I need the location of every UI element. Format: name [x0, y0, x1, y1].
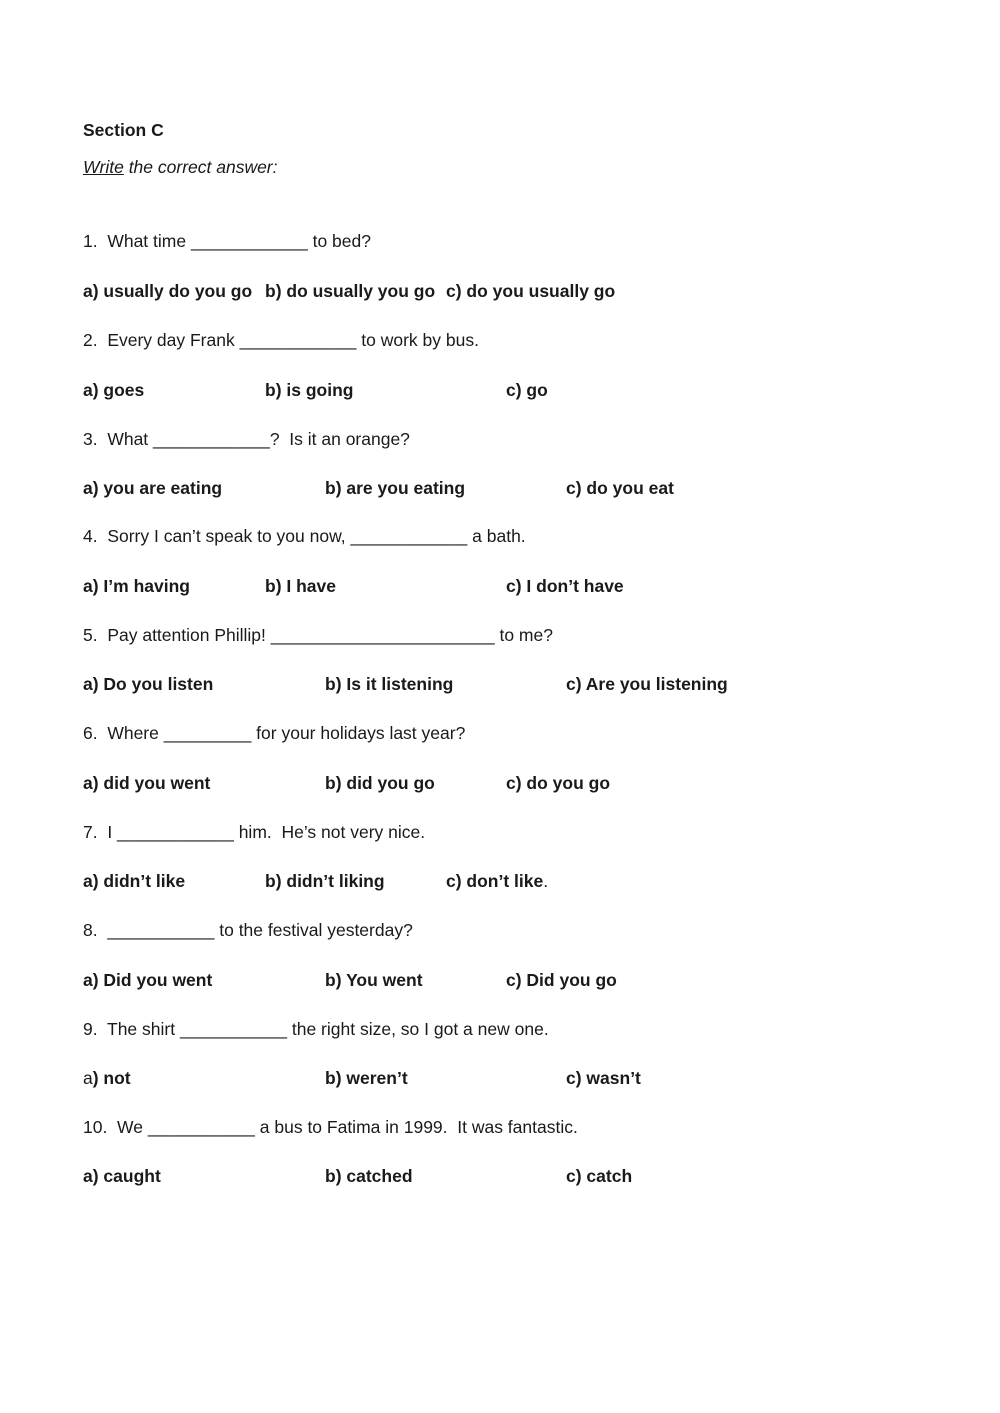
instruction-rest: the correct answer:: [123, 157, 278, 177]
option-6c: c) do you go: [506, 773, 611, 793]
answers-8: [83, 969, 933, 991]
answers-7: [83, 870, 933, 892]
option-8b: b) You went: [325, 970, 423, 990]
option-10b: b) catched: [325, 1166, 413, 1186]
option-1a: a) usually do you go: [83, 281, 253, 301]
section-title: Section C: [83, 120, 164, 140]
option-7c: [446, 870, 548, 892]
answers-6: [83, 772, 933, 794]
answers-5: [83, 673, 933, 695]
option-1c: c) do you usually go: [446, 281, 616, 301]
option-2c: c) go: [506, 380, 548, 400]
question-10: 10. We ___________ a bus to Fatima in 1999. It was fantastic.: [83, 1117, 578, 1137]
option-5b: b) Is it listening: [325, 674, 454, 694]
question-5: 5. Pay attention Phillip! _______________________ to me?: [83, 625, 553, 645]
option-5a: a) Do you listen: [83, 674, 214, 694]
option-2a: a) goes: [83, 380, 145, 400]
option-3b: b) are you eating: [325, 478, 466, 498]
answers-9: [83, 1067, 933, 1089]
question-9: 9. The shirt ___________ the right size, so I got a new one.: [83, 1019, 549, 1039]
option-9b: b) weren’t: [325, 1068, 408, 1088]
answers-3: [83, 477, 933, 499]
option-4b: b) I have: [265, 576, 336, 596]
question-2: 2. Every day Frank ____________ to work by bus.: [83, 330, 479, 350]
option-8c: c) Did you go: [506, 970, 617, 990]
answers-1: [83, 280, 933, 302]
option-9a-letter: a: [83, 1068, 93, 1088]
answers-4: [83, 575, 933, 597]
option-9a: [83, 1067, 131, 1089]
option-3c: c) do you eat: [566, 478, 674, 498]
instruction: [83, 157, 278, 178]
option-9a-text: ) not: [92, 1068, 131, 1088]
option-6a: a) did you went: [83, 773, 211, 793]
option-5c: c) Are you listening: [566, 674, 728, 694]
option-10c: c) catch: [566, 1166, 633, 1186]
question-1: 1. What time ____________ to bed?: [83, 231, 371, 251]
option-7b: b) didn’t liking: [265, 871, 385, 891]
option-6b: b) did you go: [325, 773, 435, 793]
instruction-underlined-word: Write: [83, 157, 124, 177]
answers-2: [83, 379, 933, 401]
option-4c: c) I don’t have: [506, 576, 624, 596]
question-7: 7. I ____________ him. He’s not very nice.: [83, 822, 426, 842]
question-6: 6. Where _________ for your holidays last year?: [83, 723, 466, 743]
option-7c-period: .: [543, 871, 549, 891]
option-8a: a) Did you went: [83, 970, 213, 990]
option-7a: a) didn’t like: [83, 871, 186, 891]
option-1b: b) do usually you go: [265, 281, 436, 301]
option-9c: c) wasn’t: [566, 1068, 641, 1088]
question-3: 3. What ____________? Is it an orange?: [83, 429, 410, 449]
question-8: 8. ___________ to the festival yesterday?: [83, 920, 413, 940]
option-10a: a) caught: [83, 1166, 161, 1186]
option-7c-text: c) don’t like: [446, 871, 544, 891]
answers-10: [83, 1165, 933, 1187]
option-3a: a) you are eating: [83, 478, 223, 498]
question-4: 4. Sorry I can’t speak to you now, ____________ a bath.: [83, 526, 526, 546]
option-2b: b) is going: [265, 380, 354, 400]
option-4a: a) I’m having: [83, 576, 190, 596]
